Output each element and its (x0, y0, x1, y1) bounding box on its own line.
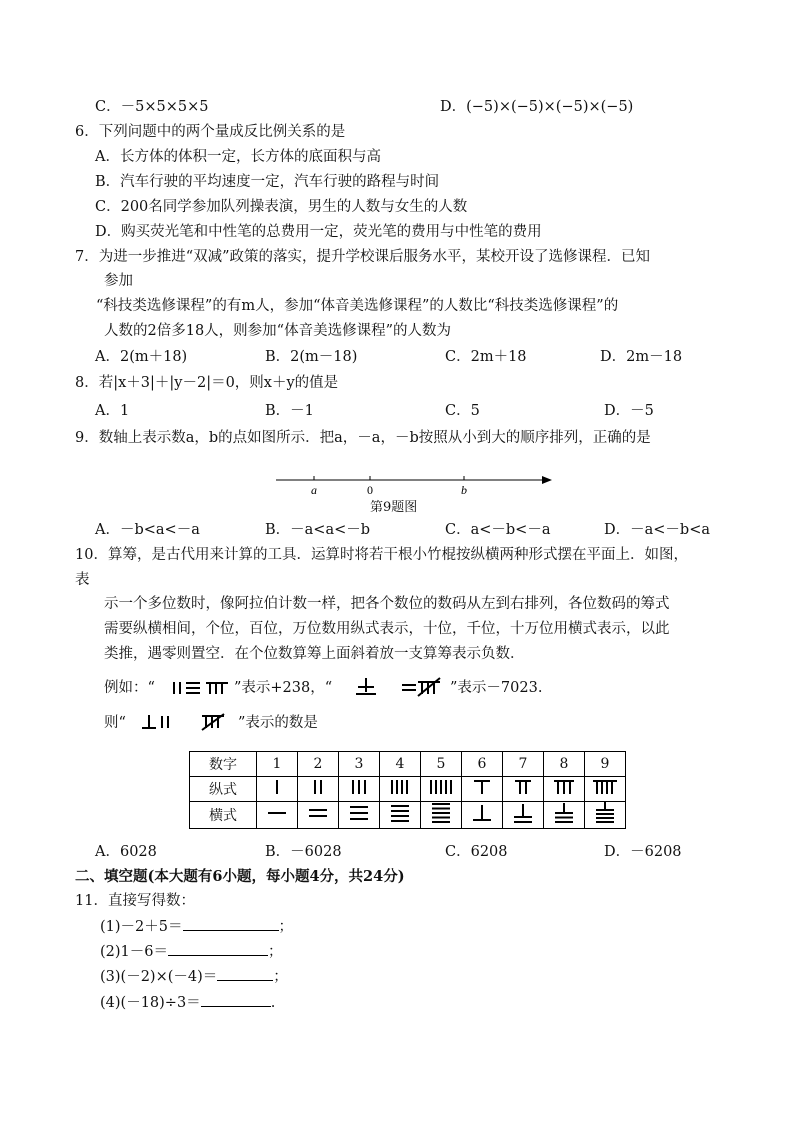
q5-option-c: C．－5×5×5×5 (95, 99, 209, 115)
q6-stem: 6．下列问题中的两个量成反比例关系的是 (75, 124, 346, 140)
digit-cell: 1 (257, 752, 298, 777)
digit-cell: 4 (380, 752, 421, 777)
digit-cell: 7 (503, 752, 544, 777)
q9-option-b: B．－a<a<－b (265, 522, 371, 538)
horizontal-rod-5-icon (421, 802, 462, 829)
label-zero: 0 (367, 483, 373, 497)
vertical-rod-7-icon (503, 777, 544, 802)
q9-option-d: D．－a<－b<a (604, 522, 710, 538)
q8-option-c: C．5 (445, 403, 480, 419)
q10-line4: 需要纵横相间，个位，百位，万位数用纵式表示，十位，千位，十万位用横式表示，以此 (104, 621, 670, 637)
label-a: a (311, 483, 317, 497)
digit-cell: 3 (339, 752, 380, 777)
q8-option-d: D．－5 (604, 403, 654, 419)
digit-cell: 2 (298, 752, 339, 777)
table-row-digits (190, 752, 626, 777)
then-prefix: 则“ (104, 715, 126, 731)
q5-option-d: D．(−5)×(−5)×(−5)×(−5) (440, 99, 634, 115)
q11-item-2-expr: (2)1－6＝ (100, 944, 168, 960)
figure-caption: 第9题图 (370, 500, 418, 515)
answer-blank[interactable] (168, 941, 268, 956)
digit-cell: 6 (462, 752, 503, 777)
q10-option-c: C．6208 (445, 844, 508, 860)
digit-cell: 5 (421, 752, 462, 777)
q9-option-c: C．a<－b<－a (445, 522, 551, 538)
q6-option-d: D．购买荧光笔和中性笔的总费用一定，荧光笔的费用与中性笔的费用 (95, 224, 542, 240)
q11-stem: 11．直接写得数： (75, 893, 195, 909)
q6-option-c: C．200名同学参加队列操表演，男生的人数与女生的人数 (95, 199, 468, 215)
q11-item-4 (100, 992, 275, 1013)
horizontal-rod-8-icon (544, 802, 585, 829)
table-row-horizontal (190, 802, 626, 829)
q11-item-3-end: ； (273, 969, 288, 985)
q10-option-a: A．6028 (95, 844, 157, 860)
vertical-rod-6-icon (462, 777, 503, 802)
row-header-horizontal: 横式 (190, 802, 257, 829)
horizontal-rod-4-icon (380, 802, 421, 829)
example-mid2: ”表示－7023. (450, 680, 543, 696)
q11-item-4-expr: (4)(－18)÷3＝ (100, 995, 201, 1011)
then-suffix: ”表示的数是 (238, 715, 318, 731)
q11-item-1-expr: (1)－2＋5＝ (100, 919, 183, 935)
row-header-vertical: 纵式 (190, 777, 257, 802)
q7-option-c: C．2m＋18 (445, 349, 527, 365)
horizontal-rod-1-icon (257, 802, 298, 829)
q7-line3: “科技类选修课程”的有m人，参加“体音美选修课程”的人数比“科技类选修课程”的 (96, 298, 619, 314)
vertical-rod-3-icon (339, 777, 380, 802)
horizontal-rod-6-icon (462, 802, 503, 829)
arrow-icon (542, 476, 552, 484)
q10-line5: 类推，遇零则置空．在个位数算筹上面斜着放一支算筹表示负数． (104, 646, 525, 662)
q11-item-1-end: ； (278, 919, 293, 935)
answer-blank[interactable] (183, 916, 279, 931)
q11-item-3-expr: (3)(－2)×(－4)＝ (100, 969, 218, 985)
q7-line1: 7．为进一步推进“双减”政策的落实，提升学校课后服务水平，某校开设了选修课程．已知 (75, 249, 651, 265)
rod-numeral-238-icon (170, 680, 232, 696)
table-row-vertical (190, 777, 626, 802)
horizontal-rod-7-icon (503, 802, 544, 829)
q6-option-b: B．汽车行驶的平均速度一定，汽车行驶的路程与时间 (95, 174, 440, 190)
example-mid1: ”表示+238，“ (234, 680, 333, 696)
q6-option-a: A．长方体的体积一定，长方体的底面积与高 (95, 149, 381, 165)
label-b: b (461, 483, 467, 497)
q11-item-1 (100, 916, 293, 937)
q10-option-d: D．－6208 (604, 844, 682, 860)
q11-item-3 (100, 966, 288, 987)
vertical-rod-8-icon (544, 777, 585, 802)
q7-option-d: D．2m－18 (600, 349, 683, 365)
q9-stem: 9．数轴上表示数a，b的点如图所示．把a，－a，－b按照从小到大的顺序排列，正确的是 (75, 430, 651, 446)
answer-blank[interactable] (217, 966, 273, 981)
section-title: 二、填空题(本大题有6小题，每小题4分，共24分) (75, 868, 405, 885)
rod-numeral-neg7023-icon (352, 676, 448, 698)
q7-line4: 人数的2倍多18人，则参加“体音美选修课程”的人数为 (104, 323, 451, 339)
vertical-rod-5-icon (421, 777, 462, 802)
digit-cell: 8 (544, 752, 585, 777)
q7-option-a: A．2(m＋18) (95, 349, 188, 365)
q7-line2: 参加 (104, 273, 133, 289)
rod-numeral-question-icon (140, 713, 236, 731)
counting-rods-table (189, 751, 626, 829)
q10-option-b: B．－6028 (265, 844, 342, 860)
vertical-rod-9-icon (585, 777, 626, 802)
horizontal-rod-3-icon (339, 802, 380, 829)
q8-stem: 8．若|x＋3|＋|y－2|＝0，则x＋y的值是 (75, 375, 339, 391)
q10-line3: 示一个多位数时，像阿拉伯计数一样，把各个数位的数码从左到右排列，各位数码的筹式 (104, 596, 670, 612)
horizontal-rod-9-icon (585, 802, 626, 829)
q8-option-a: A．1 (95, 403, 130, 419)
q10-line1: 10．算筹，是古代用来计算的工具．运算时将若干根小竹棍按纵横两种形式摆在平面上．如图， (75, 547, 688, 563)
answer-blank[interactable] (201, 992, 271, 1007)
horizontal-rod-2-icon (298, 802, 339, 829)
row-header-digit: 数字 (190, 752, 257, 777)
vertical-rod-4-icon (380, 777, 421, 802)
q9-option-a: A．－b<a<－a (95, 522, 200, 538)
vertical-rod-2-icon (298, 777, 339, 802)
q10-line2: 表 (75, 572, 90, 588)
example-prefix: 例如：“ (104, 680, 155, 696)
q7-option-b: B．2(m－18) (265, 349, 358, 365)
vertical-rod-1-icon (257, 777, 298, 802)
q11-item-2 (100, 941, 283, 962)
q11-item-2-end: ； (268, 944, 283, 960)
digit-cell: 9 (585, 752, 626, 777)
q8-option-b: B．－1 (265, 403, 314, 419)
q11-item-4-end: . (270, 995, 276, 1011)
